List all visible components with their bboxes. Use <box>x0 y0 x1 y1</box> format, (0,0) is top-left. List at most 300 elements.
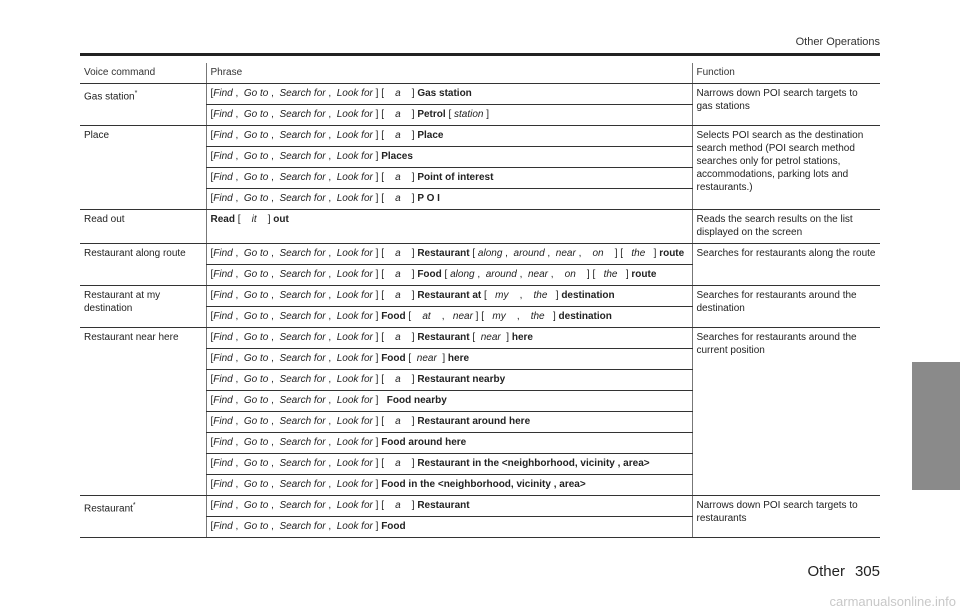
phrase-option: Look for <box>336 172 373 183</box>
phrase-keyword: Gas station <box>417 88 472 99</box>
column-header-phrase: Phrase <box>206 63 692 84</box>
phrase-bracket: , <box>474 269 486 280</box>
phrase-bracket: , <box>232 172 244 183</box>
phrase-bracket: ] [ <box>372 332 396 343</box>
phrase-bracket: , <box>268 130 280 141</box>
phrase-option: it <box>251 214 257 225</box>
phrase-bracket: ] <box>400 458 418 469</box>
phrase-bracket: , <box>232 458 244 469</box>
phrase-option: a <box>395 290 401 301</box>
phrase-option: Search for <box>279 332 326 343</box>
phrase-option: Find <box>213 437 233 448</box>
phrase-keyword: here <box>511 332 533 343</box>
phrase-cell <box>206 265 692 286</box>
voice-command-cell <box>80 496 206 538</box>
voice-command-cell <box>80 210 206 244</box>
phrase-option: a <box>395 458 401 469</box>
phrase-option: Look for <box>336 193 373 204</box>
phrase-bracket: , <box>232 151 244 162</box>
phrase-bracket: , <box>268 151 280 162</box>
phrase-bracket: , <box>232 193 244 204</box>
phrase-bracket: , <box>268 109 280 120</box>
phrase-option: Go to <box>243 395 269 406</box>
phrase-bracket: , <box>268 479 280 490</box>
phrase-option: a <box>395 269 401 280</box>
phrase-bracket: , <box>325 437 337 448</box>
phrase-option: Find <box>213 500 233 511</box>
phrase-option: Search for <box>279 151 326 162</box>
phrase-option: Look for <box>336 130 373 141</box>
phrase-option: Go to <box>243 416 269 427</box>
phrase-option: my <box>492 311 506 322</box>
phrase-option: near <box>452 311 473 322</box>
function-cell <box>692 496 880 538</box>
table-row <box>80 84 880 105</box>
voice-command-cell <box>80 286 206 328</box>
voice-command-cell <box>80 126 206 210</box>
phrase-option: near <box>527 269 548 280</box>
phrase-keyword: Food around here <box>381 437 467 448</box>
voice-command-label: Restaurant at my destination <box>84 290 161 314</box>
phrase-option: Search for <box>279 269 326 280</box>
phrase-option: Find <box>213 248 233 259</box>
phrase-bracket: ] [ <box>372 109 396 120</box>
phrase-bracket: , <box>325 193 337 204</box>
phrase-option: Search for <box>279 172 326 183</box>
phrase-cell <box>206 126 692 147</box>
phrase-keyword: out <box>273 214 289 225</box>
phrase-bracket: , <box>232 130 244 141</box>
phrase-bracket: [ <box>210 521 214 532</box>
phrase-option: Look for <box>336 416 373 427</box>
phrase-bracket: , <box>268 500 280 511</box>
phrase-bracket: , <box>232 416 244 427</box>
function-description: Selects POI search as the destination search method (POI search method searches only for petrol stations, accommodations, parking lots and restaurants.) <box>696 130 864 193</box>
phrase-bracket: [ <box>405 311 423 322</box>
phrase-option: the <box>603 269 618 280</box>
phrase-bracket: ] <box>372 437 382 448</box>
phrase-bracket: ] <box>544 311 559 322</box>
phrase-option: Find <box>213 88 233 99</box>
phrase-bracket: , <box>232 88 244 99</box>
phrase-bracket: , <box>268 311 280 322</box>
phrase-bracket: [ <box>210 193 214 204</box>
chapter-side-tab <box>912 362 960 490</box>
phrase-cell <box>206 433 692 454</box>
phrase-bracket: ] <box>400 248 418 259</box>
phrase-bracket: [ <box>210 500 214 511</box>
phrase-bracket: [ <box>210 395 214 406</box>
phrase-option: Search for <box>279 458 326 469</box>
phrase-cell <box>206 391 692 412</box>
phrase-bracket: ] <box>400 416 418 427</box>
phrase-option: Look for <box>336 374 373 385</box>
phrase-bracket: , <box>325 290 337 301</box>
phrase-bracket: ] <box>256 214 274 225</box>
phrase-keyword: Restaurant around here <box>417 416 531 427</box>
phrase-keyword: route <box>631 269 657 280</box>
phrase-bracket: , <box>268 269 280 280</box>
phrase-option: Find <box>213 311 233 322</box>
phrase-bracket: [ <box>210 353 214 364</box>
phrase-cell <box>206 105 692 126</box>
phrase-option: Find <box>213 109 233 120</box>
phrase-bracket: [ <box>210 479 214 490</box>
page-footer <box>807 563 880 580</box>
phrase-option: Search for <box>279 290 326 301</box>
phrase-option: a <box>395 109 401 120</box>
phrase-bracket: ] <box>547 290 562 301</box>
phrase-keyword: Places <box>381 151 413 162</box>
phrase-bracket: ] <box>372 521 382 532</box>
phrase-bracket: ] <box>645 248 660 259</box>
phrase-option: Find <box>213 172 233 183</box>
phrase-option: Search for <box>279 248 326 259</box>
phrase-option: Go to <box>243 109 269 120</box>
phrase-bracket: , <box>325 130 337 141</box>
phrase-option: Search for <box>279 193 326 204</box>
phrase-option: Go to <box>243 500 269 511</box>
phrase-bracket: ] <box>400 88 418 99</box>
phrase-option: Go to <box>243 88 269 99</box>
phrase-keyword: Food <box>381 353 406 364</box>
phrase-bracket: ] <box>436 353 448 364</box>
phrase-option: Look for <box>336 290 373 301</box>
phrase-bracket: , <box>325 88 337 99</box>
phrase-cell <box>206 412 692 433</box>
phrase-option: around <box>513 248 545 259</box>
phrase-bracket: ] <box>400 290 418 301</box>
phrase-option: a <box>395 374 401 385</box>
phrase-bracket: [ <box>210 151 214 162</box>
phrase-option: Find <box>213 458 233 469</box>
table-row <box>80 244 880 265</box>
phrase-bracket: [ <box>210 374 214 385</box>
phrase-bracket: , <box>502 248 514 259</box>
phrase-bracket: ] <box>372 395 387 406</box>
phrase-option: the <box>631 248 646 259</box>
phrase-option: Look for <box>336 332 373 343</box>
phrase-option: Find <box>213 269 233 280</box>
phrase-bracket: , <box>232 437 244 448</box>
function-description: Searches for restaurants along the route <box>696 248 876 259</box>
phrase-option: Look for <box>336 437 373 448</box>
phrase-bracket: , <box>325 248 337 259</box>
voice-command-label: Restaurant <box>84 503 133 515</box>
phrase-bracket: , <box>325 500 337 511</box>
phrase-option: a <box>395 416 401 427</box>
phrase-bracket: ] [ <box>372 290 396 301</box>
phrase-option: Go to <box>243 193 269 204</box>
phrase-bracket: ] <box>400 374 418 385</box>
phrase-option: Find <box>213 416 233 427</box>
table-row <box>80 210 880 244</box>
phrase-option: a <box>395 500 401 511</box>
phrase-bracket: , <box>232 500 244 511</box>
phrase-cell <box>206 517 692 538</box>
phrase-bracket: , <box>325 151 337 162</box>
phrase-option: Look for <box>336 151 373 162</box>
phrase-option: along <box>450 269 475 280</box>
table-body <box>80 84 880 538</box>
phrase-bracket: , <box>268 248 280 259</box>
phrase-option: Go to <box>243 458 269 469</box>
phrase-cell <box>206 454 692 475</box>
function-cell <box>692 244 880 286</box>
phrase-bracket: , <box>268 395 280 406</box>
phrase-option: Go to <box>243 130 269 141</box>
phrase-bracket: , <box>232 395 244 406</box>
phrase-bracket: [ <box>210 109 214 120</box>
phrase-keyword: Food <box>381 521 406 532</box>
phrase-bracket: , <box>544 248 556 259</box>
function-description: Narrows down POI search targets to gas stations <box>696 88 858 112</box>
phrase-option: Look for <box>336 521 373 532</box>
phrase-bracket: , <box>516 269 528 280</box>
phrase-bracket: , <box>268 332 280 343</box>
phrase-bracket: ] <box>372 479 382 490</box>
table-row <box>80 496 880 517</box>
phrase-bracket: , <box>325 353 337 364</box>
phrase-bracket: , <box>325 416 337 427</box>
phrase-cell <box>206 168 692 189</box>
phrase-option: Look for <box>336 311 373 322</box>
phrase-keyword: Restaurant <box>417 332 470 343</box>
phrase-option: Find <box>213 151 233 162</box>
phrase-bracket: , <box>268 374 280 385</box>
header-rule <box>80 53 880 56</box>
phrase-cell <box>206 189 692 210</box>
voice-command-label: Restaurant along route <box>84 248 186 259</box>
phrase-option: Search for <box>279 88 326 99</box>
function-cell <box>692 126 880 210</box>
phrase-option: Search for <box>279 374 326 385</box>
phrase-option: Find <box>213 521 233 532</box>
phrase-option: Look for <box>336 269 373 280</box>
phrase-bracket: , <box>325 374 337 385</box>
phrase-option: a <box>395 172 401 183</box>
phrase-bracket: ] [ <box>372 500 396 511</box>
phrase-bracket: , <box>232 479 244 490</box>
phrase-bracket: , <box>232 332 244 343</box>
phrase-cell <box>206 328 692 349</box>
phrase-bracket: , <box>268 290 280 301</box>
phrase-option: Search for <box>279 500 326 511</box>
chapter-name: Other <box>807 563 845 580</box>
phrase-bracket: , <box>268 353 280 364</box>
phrase-option: Search for <box>279 416 326 427</box>
phrase-option: Search for <box>279 437 326 448</box>
phrase-bracket: , <box>325 521 337 532</box>
phrase-bracket: ] <box>617 269 632 280</box>
phrase-option: Find <box>213 374 233 385</box>
phrase-cell <box>206 370 692 391</box>
table-row <box>80 126 880 147</box>
table-row <box>80 286 880 307</box>
phrase-option: Search for <box>279 395 326 406</box>
voice-command-label: Gas station <box>84 91 135 103</box>
phrase-cell <box>206 286 692 307</box>
table-header-row <box>80 63 880 84</box>
phrase-bracket: ] <box>400 269 418 280</box>
phrase-option: Go to <box>243 374 269 385</box>
phrase-keyword: Point of interest <box>417 172 494 183</box>
phrase-option: Find <box>213 395 233 406</box>
phrase-option: Find <box>213 479 233 490</box>
page-number: 305 <box>854 563 880 580</box>
phrase-keyword: Read <box>210 214 235 225</box>
phrase-bracket: [ <box>210 130 214 141</box>
voice-command-cell <box>80 244 206 286</box>
phrase-bracket: , <box>325 109 337 120</box>
phrase-bracket: ] <box>400 193 418 204</box>
phrase-bracket: ] [ <box>372 416 396 427</box>
phrase-bracket: , <box>268 88 280 99</box>
phrase-bracket: ] [ <box>372 374 396 385</box>
phrase-option: near <box>555 248 576 259</box>
watermark: carmanualsonline.info <box>829 594 956 609</box>
phrase-option: the <box>533 290 548 301</box>
phrase-bracket: , <box>430 311 453 322</box>
phrase-option: along <box>477 248 503 259</box>
phrase-bracket: , <box>505 311 531 322</box>
phrase-option: station <box>454 109 484 120</box>
phrase-bracket: [ <box>469 248 478 259</box>
phrase-bracket: , <box>325 311 337 322</box>
voice-command-cell <box>80 84 206 126</box>
phrase-cell <box>206 244 692 265</box>
function-description: Searches for restaurants around the current position <box>696 332 857 356</box>
phrase-bracket: [ <box>210 416 214 427</box>
phrase-option: Go to <box>243 479 269 490</box>
phrase-bracket: [ <box>210 88 214 99</box>
phrase-option: Search for <box>279 311 326 322</box>
phrase-option: Go to <box>243 437 269 448</box>
phrase-bracket: ] [ <box>372 269 396 280</box>
voice-command-label: Read out <box>84 214 125 225</box>
voice-command-label: Restaurant near here <box>84 332 179 343</box>
phrase-option: Look for <box>336 479 373 490</box>
phrase-bracket: [ <box>234 214 252 225</box>
phrase-bracket: ] <box>400 130 418 141</box>
phrase-bracket: ] [ <box>372 458 396 469</box>
phrase-bracket: , <box>232 109 244 120</box>
phrase-bracket: [ <box>210 290 214 301</box>
phrase-bracket: , <box>575 248 593 259</box>
phrase-bracket: [ <box>445 109 455 120</box>
phrase-bracket: , <box>232 521 244 532</box>
phrase-bracket: [ <box>405 353 417 364</box>
phrase-bracket: [ <box>210 269 214 280</box>
phrase-cell <box>206 307 692 328</box>
phrase-bracket: ] [ <box>372 172 396 183</box>
column-header-voice-command: Voice command <box>80 63 206 84</box>
phrase-option: Search for <box>279 109 326 120</box>
phrase-bracket: , <box>508 290 534 301</box>
phrase-option: Go to <box>243 290 269 301</box>
phrase-option: Go to <box>243 172 269 183</box>
phrase-bracket: , <box>232 290 244 301</box>
function-cell <box>692 286 880 328</box>
phrase-keyword: here <box>447 353 470 364</box>
phrase-option: Go to <box>243 353 269 364</box>
phrase-bracket: ] [ <box>603 248 632 259</box>
phrase-option: Search for <box>279 130 326 141</box>
phrase-bracket: [ <box>210 437 214 448</box>
phrase-option: Go to <box>243 521 269 532</box>
phrase-keyword: Food <box>381 311 406 322</box>
voice-command-cell <box>80 328 206 496</box>
phrase-option: Find <box>213 130 233 141</box>
phrase-bracket: [ <box>441 269 451 280</box>
voice-command-table <box>80 63 880 538</box>
function-description: Reads the search results on the list displayed on the screen <box>696 214 853 238</box>
phrase-option: Find <box>213 193 233 204</box>
phrase-bracket: , <box>325 458 337 469</box>
phrase-bracket: , <box>268 437 280 448</box>
phrase-bracket: [ <box>210 172 214 183</box>
phrase-bracket: , <box>547 269 565 280</box>
phrase-option: Search for <box>279 479 326 490</box>
phrase-bracket: ] [ <box>372 130 396 141</box>
phrase-option: around <box>485 269 517 280</box>
phrase-bracket: , <box>268 521 280 532</box>
phrase-option: a <box>395 248 401 259</box>
phrase-bracket: , <box>232 248 244 259</box>
phrase-option: Look for <box>336 458 373 469</box>
phrase-bracket: ] <box>372 311 382 322</box>
phrase-bracket: ] <box>400 109 418 120</box>
phrase-option: the <box>530 311 545 322</box>
phrase-bracket: , <box>268 172 280 183</box>
phrase-option: on <box>564 269 576 280</box>
phrase-bracket: ] [ <box>472 311 493 322</box>
phrase-option: Find <box>213 290 233 301</box>
phrase-option: a <box>395 193 401 204</box>
function-cell <box>692 210 880 244</box>
phrase-option: Look for <box>336 88 373 99</box>
phrase-bracket: [ <box>469 332 481 343</box>
phrase-option: Look for <box>336 353 373 364</box>
phrase-option: Find <box>213 353 233 364</box>
phrase-bracket: ] <box>400 500 418 511</box>
phrase-keyword: Restaurant <box>417 500 470 511</box>
function-cell <box>692 84 880 126</box>
phrase-option: Search for <box>279 521 326 532</box>
phrase-bracket: ] [ <box>372 193 396 204</box>
phrase-option: a <box>395 88 401 99</box>
phrase-bracket: ] [ <box>372 88 396 99</box>
phrase-bracket: ] <box>400 172 418 183</box>
phrase-bracket: ] <box>372 353 382 364</box>
phrase-bracket: ] <box>400 332 418 343</box>
phrase-bracket: ] <box>500 332 512 343</box>
phrase-option: Go to <box>243 269 269 280</box>
phrase-bracket: , <box>325 269 337 280</box>
voice-command-label: Place <box>84 130 110 141</box>
phrase-keyword: Restaurant <box>417 248 470 259</box>
phrase-option: Go to <box>243 248 269 259</box>
phrase-keyword: Petrol <box>417 109 446 120</box>
phrase-bracket: , <box>232 374 244 385</box>
phrase-bracket: , <box>268 416 280 427</box>
phrase-option: Search for <box>279 353 326 364</box>
phrase-option: Look for <box>336 395 373 406</box>
phrase-keyword: Restaurant at <box>417 290 482 301</box>
function-description: Searches for restaurants around the destination <box>696 290 857 314</box>
phrase-option: near <box>416 353 437 364</box>
phrase-bracket: ] <box>372 151 382 162</box>
